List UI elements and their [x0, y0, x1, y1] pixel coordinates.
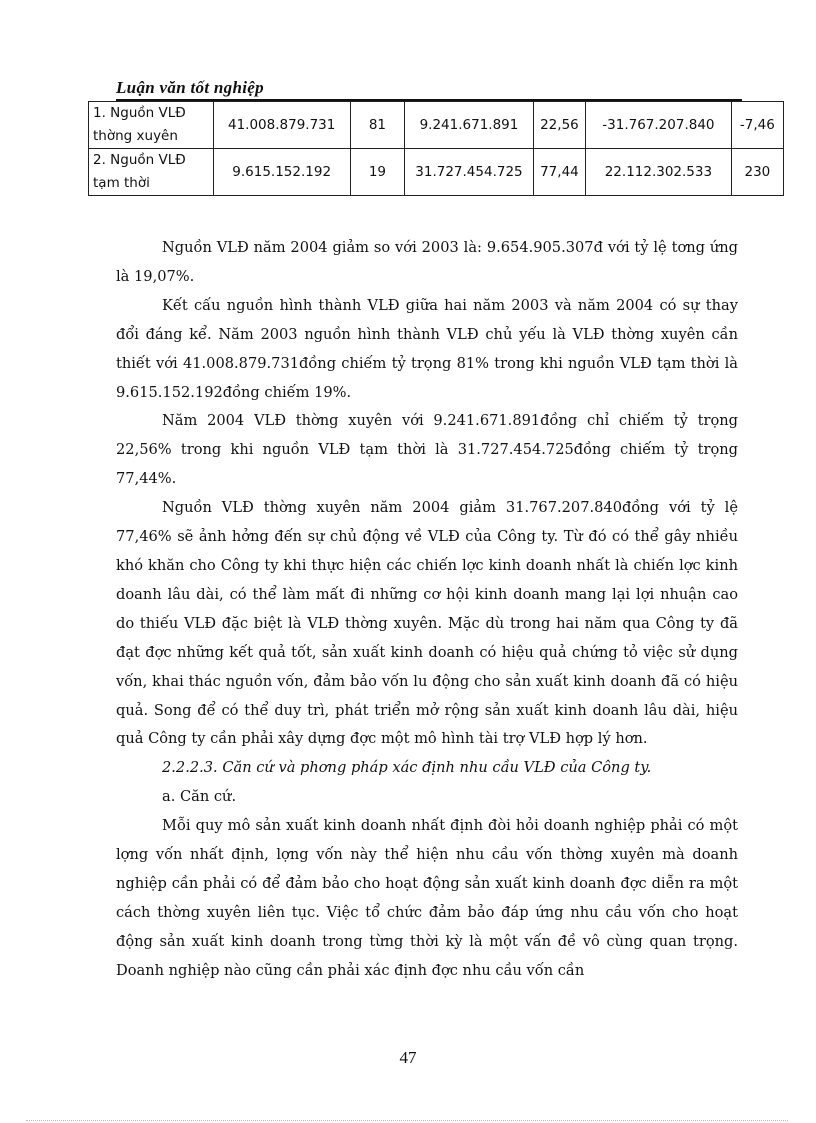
body-text [116, 234, 738, 986]
table-cell: 31.727.454.725 [405, 149, 534, 196]
paragraph: Mỗi quy mô sản xuất kinh doanh nhất định đòi hỏi doanh nghiệp phải có một lợng vốn nhất định, lợng vốn này thể hiện nhu cầu vốn thờng xuyên mà doanh nghiệp cần phải có để đảm bảo cho hoạt động sản xuất kinh doanh đợc diễn ra một cách thờng xuyên liên tục. Việc tổ chức đảm bảo đáp ứng nhu cầu vốn cho hoạt động sản xuất kinh doanh trong từng thời kỳ là một vấn đề vô cùng quan trọng. Doanh nghiệp nào cũng cần phải xác định đợc nhu cầu vốn cần [116, 817, 738, 979]
page-number: 47 [399, 1048, 417, 1067]
paragraph: Nguồn VLĐ năm 2004 giảm so với 2003 là: 9.654.905.307đ với tỷ lệ tơng ứng là 19,07%. [116, 239, 738, 285]
table-cell: 77,44 [533, 149, 585, 196]
table-row-label: 2. Nguồn VLĐ tạm thời [89, 149, 214, 196]
header-title: Luận văn tốt nghiệp [116, 78, 264, 97]
table-row [89, 149, 784, 196]
capital-table [88, 101, 784, 196]
table-row-label: 1. Nguồn VLĐ thờng xuyên [89, 102, 214, 149]
table-cell: 81 [350, 102, 404, 149]
table-cell: 230 [731, 149, 783, 196]
paragraph: Năm 2004 VLĐ thờng xuyên với 9.241.671.891đồng chỉ chiếm tỷ trọng 22,56% trong khi nguồn VLĐ tạm thời là 31.727.454.725đồng chiếm tỷ trọng 77,44%. [116, 412, 738, 488]
running-header [116, 78, 742, 102]
table-cell: 22,56 [533, 102, 585, 149]
table-cell: 19 [350, 149, 404, 196]
table-cell: 9.615.152.192 [213, 149, 350, 196]
table-cell: -7,46 [731, 102, 783, 149]
table-cell: 41.008.879.731 [213, 102, 350, 149]
paragraph: Kết cấu nguồn hình thành VLĐ giữa hai năm 2003 và năm 2004 có sự thay đổi đáng kể. Năm 2003 nguồn hình thành VLĐ chủ yếu là VLĐ thờng xuyên cần thiết với 41.008.879.731đồng chiếm tỷ trọng 81% trong khi nguồn VLĐ tạm thời là 9.615.152.192đồng chiếm 19%. [116, 296, 738, 401]
table-row [89, 102, 784, 149]
paragraph: Nguồn VLĐ thờng xuyên năm 2004 giảm 31.767.207.840đồng với tỷ lệ 77,46% sẽ ảnh hởng đến sự chủ động về VLĐ của Công ty. Từ đó có thể gây nhiều khó khăn cho Công ty khi thực hiện các chiến lợc kinh doanh nhất là chiến lợc kinh doanh lâu dài, có thể làm mất đi những cơ hội kinh doanh mang lại lợi nhuận cao do thiếu VLĐ đặc biệt là VLĐ thờng xuyên. Mặc dù trong hai năm qua Công ty đã đạt đợc những kết quả tốt, sản xuất kinh doanh có hiệu quả chứng tỏ việc sử dụng vốn, khai thác nguồn vốn, đảm bảo vốn lu động cho sản xuất kinh doanh đã có hiệu quả. Song để có thể duy trì, phát triển mở rộng sản xuất kinh doanh lâu dài, hiệu quả Công ty cần phải xây dựng đợc một mô hình tài trợ VLĐ hợp lý hơn. [116, 499, 738, 748]
subheading: a. Căn cứ. [162, 788, 237, 806]
table-cell: -31.767.207.840 [586, 102, 732, 149]
footer-divider [26, 1120, 788, 1121]
table-cell: 22.112.302.533 [586, 149, 732, 196]
table-cell: 9.241.671.891 [405, 102, 534, 149]
section-heading: 2.2.2.3. Căn cứ và phơng pháp xác định nhu cầu VLĐ của Công ty. [162, 759, 652, 777]
